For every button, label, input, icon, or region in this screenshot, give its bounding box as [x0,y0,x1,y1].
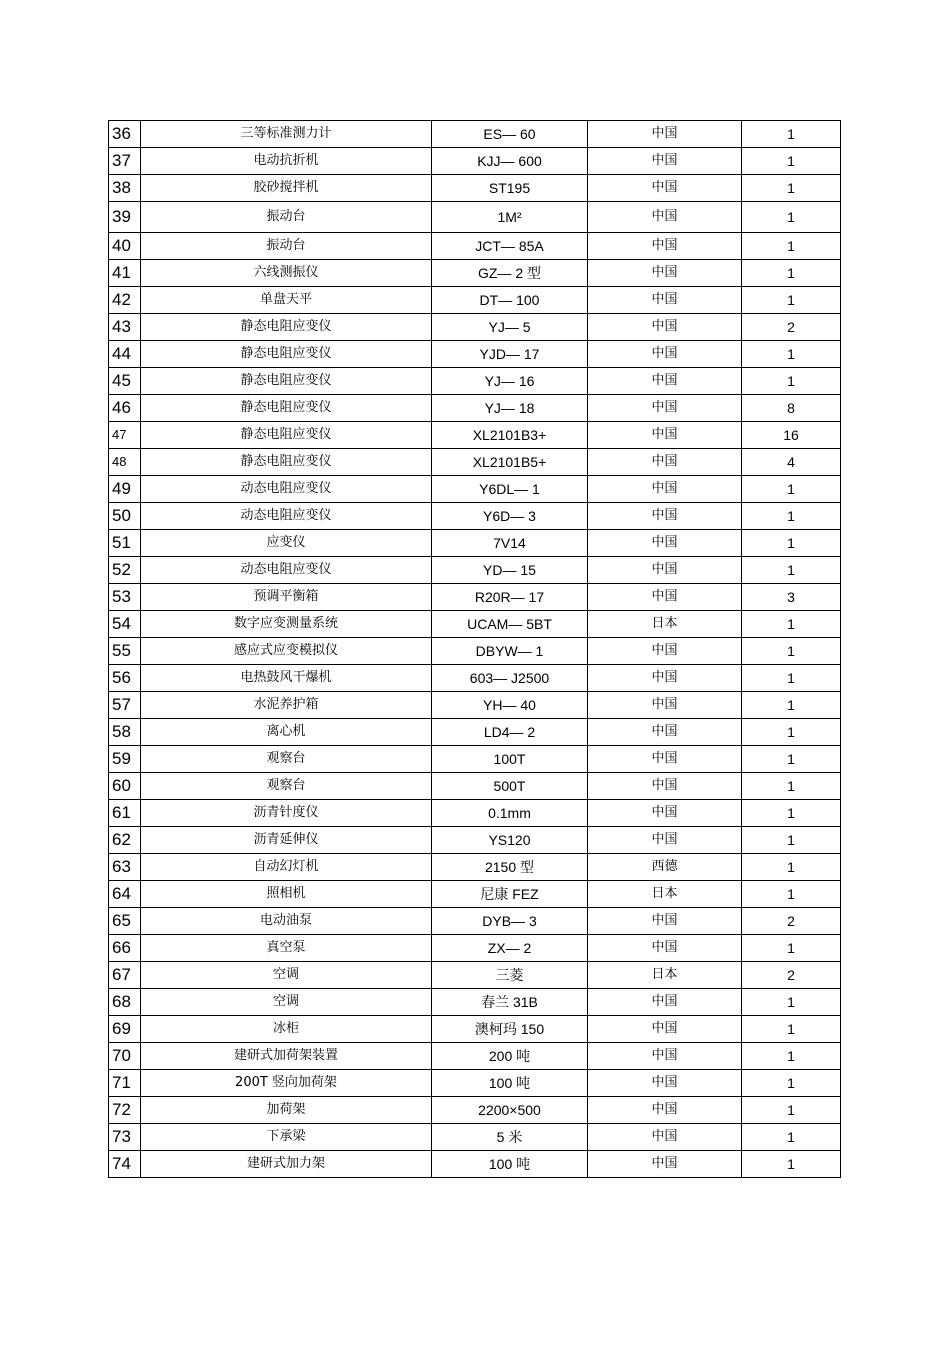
quantity: 1 [742,773,841,800]
quantity: 3 [742,584,841,611]
quantity: 1 [742,692,841,719]
equipment-model: UCAM— 5BT [432,611,588,638]
quantity: 1 [742,800,841,827]
table-row [109,341,841,368]
table-row [109,611,841,638]
quantity: 1 [742,233,841,260]
item-number: 36 [109,121,141,148]
quantity: 1 [742,1151,841,1178]
table-row [109,1016,841,1043]
item-number: 59 [109,746,141,773]
item-number: 47 [109,422,141,449]
item-number: 61 [109,800,141,827]
item-number: 66 [109,935,141,962]
quantity: 1 [742,854,841,881]
item-number: 57 [109,692,141,719]
equipment-model: DBYW— 1 [432,638,588,665]
country-of-origin: 中国 [588,719,742,746]
equipment-name: 胶砂搅拌机 [141,175,432,202]
equipment-model: YH— 40 [432,692,588,719]
table-row [109,121,841,148]
equipment-name: 数字应变测量系统 [141,611,432,638]
item-number: 41 [109,260,141,287]
equipment-name: 感应式应变模拟仪 [141,638,432,665]
quantity: 1 [742,530,841,557]
table-row [109,638,841,665]
equipment-model: 200 吨 [432,1043,588,1070]
item-number: 44 [109,341,141,368]
table-row [109,287,841,314]
equipment-model: GZ— 2 型 [432,260,588,287]
equipment-model: 5 米 [432,1124,588,1151]
item-number: 73 [109,1124,141,1151]
country-of-origin: 中国 [588,233,742,260]
item-number: 62 [109,827,141,854]
quantity: 1 [742,719,841,746]
quantity: 1 [742,827,841,854]
country-of-origin: 中国 [588,908,742,935]
quantity: 1 [742,148,841,175]
equipment-table-body [109,121,841,1178]
table-row [109,233,841,260]
country-of-origin: 中国 [588,800,742,827]
country-of-origin: 中国 [588,449,742,476]
equipment-name: 离心机 [141,719,432,746]
country-of-origin: 中国 [588,1016,742,1043]
item-number: 55 [109,638,141,665]
quantity: 1 [742,368,841,395]
equipment-name: 静态电阻应变仪 [141,314,432,341]
table-row [109,746,841,773]
equipment-name: 沥青延伸仪 [141,827,432,854]
table-row [109,800,841,827]
equipment-model: YS120 [432,827,588,854]
equipment-name: 建研式加荷架装置 [141,1043,432,1070]
item-number: 54 [109,611,141,638]
equipment-model: YJ— 16 [432,368,588,395]
item-number: 42 [109,287,141,314]
equipment-name: 静态电阻应变仪 [141,449,432,476]
equipment-name: 振动台 [141,233,432,260]
equipment-name: 三等标准测力计 [141,121,432,148]
country-of-origin: 中国 [588,1097,742,1124]
quantity: 1 [742,1016,841,1043]
equipment-model: YJ— 18 [432,395,588,422]
equipment-table [108,120,841,1178]
country-of-origin: 中国 [588,287,742,314]
table-row [109,773,841,800]
table-row [109,584,841,611]
equipment-model: ES— 60 [432,121,588,148]
table-row [109,854,841,881]
equipment-model: 603— J2500 [432,665,588,692]
equipment-name: 观察台 [141,773,432,800]
equipment-name: 静态电阻应变仪 [141,422,432,449]
item-number: 40 [109,233,141,260]
equipment-model: ST195 [432,175,588,202]
country-of-origin: 中国 [588,692,742,719]
item-number: 71 [109,1070,141,1097]
quantity: 1 [742,121,841,148]
country-of-origin: 中国 [588,341,742,368]
item-number: 67 [109,962,141,989]
quantity: 1 [742,1124,841,1151]
country-of-origin: 中国 [588,175,742,202]
equipment-name: 单盘天平 [141,287,432,314]
table-row [109,530,841,557]
equipment-name: 加荷架 [141,1097,432,1124]
table-row [109,449,841,476]
item-number: 39 [109,202,141,233]
country-of-origin: 日本 [588,881,742,908]
table-row [109,935,841,962]
equipment-name: 静态电阻应变仪 [141,395,432,422]
equipment-name: 电热鼓风干爆机 [141,665,432,692]
quantity: 1 [742,557,841,584]
equipment-name: 下承梁 [141,1124,432,1151]
table-row [109,368,841,395]
item-number: 56 [109,665,141,692]
item-number: 38 [109,175,141,202]
table-row [109,314,841,341]
table-row [109,1043,841,1070]
table-row [109,1151,841,1178]
equipment-model: 500T [432,773,588,800]
item-number: 69 [109,1016,141,1043]
equipment-model: 0.1mm [432,800,588,827]
item-number: 45 [109,368,141,395]
equipment-name: 振动台 [141,202,432,233]
item-number: 37 [109,148,141,175]
equipment-model: 1M² [432,202,588,233]
country-of-origin: 中国 [588,1043,742,1070]
country-of-origin: 中国 [588,665,742,692]
equipment-name: 沥青针度仪 [141,800,432,827]
item-number: 51 [109,530,141,557]
quantity: 4 [742,449,841,476]
equipment-model: YJ— 5 [432,314,588,341]
item-number: 46 [109,395,141,422]
table-row [109,962,841,989]
equipment-name: 应变仪 [141,530,432,557]
item-number: 64 [109,881,141,908]
equipment-model: ZX— 2 [432,935,588,962]
quantity: 2 [742,314,841,341]
equipment-model: 100 吨 [432,1070,588,1097]
country-of-origin: 中国 [588,557,742,584]
country-of-origin: 中国 [588,584,742,611]
country-of-origin: 中国 [588,314,742,341]
item-number: 74 [109,1151,141,1178]
quantity: 1 [742,935,841,962]
quantity: 1 [742,1043,841,1070]
country-of-origin: 西德 [588,854,742,881]
item-number: 49 [109,476,141,503]
country-of-origin: 中国 [588,202,742,233]
equipment-table-sheet [108,120,840,1178]
country-of-origin: 中国 [588,1070,742,1097]
equipment-model: 100T [432,746,588,773]
table-row [109,665,841,692]
quantity: 1 [742,260,841,287]
quantity: 1 [742,476,841,503]
country-of-origin: 日本 [588,962,742,989]
table-row [109,395,841,422]
quantity: 1 [742,202,841,233]
country-of-origin: 中国 [588,746,742,773]
item-number: 50 [109,503,141,530]
equipment-name: 动态电阻应变仪 [141,503,432,530]
equipment-name: 自动幻灯机 [141,854,432,881]
quantity: 2 [742,908,841,935]
quantity: 1 [742,881,841,908]
equipment-model: 春兰 31B [432,989,588,1016]
table-row [109,908,841,935]
quantity: 2 [742,962,841,989]
country-of-origin: 中国 [588,989,742,1016]
table-row [109,989,841,1016]
quantity: 1 [742,638,841,665]
country-of-origin: 中国 [588,773,742,800]
item-number: 72 [109,1097,141,1124]
quantity: 1 [742,503,841,530]
item-number: 63 [109,854,141,881]
equipment-name: 真空泵 [141,935,432,962]
item-number: 48 [109,449,141,476]
item-number: 58 [109,719,141,746]
item-number: 65 [109,908,141,935]
equipment-model: 2150 型 [432,854,588,881]
equipment-name: 建研式加力架 [141,1151,432,1178]
country-of-origin: 中国 [588,1124,742,1151]
quantity: 16 [742,422,841,449]
equipment-name: 空调 [141,989,432,1016]
country-of-origin: 中国 [588,935,742,962]
item-number: 43 [109,314,141,341]
quantity: 8 [742,395,841,422]
table-row [109,692,841,719]
country-of-origin: 中国 [588,368,742,395]
country-of-origin: 中国 [588,827,742,854]
equipment-model: 澳柯玛 150 [432,1016,588,1043]
equipment-name: 冰柜 [141,1016,432,1043]
table-row [109,422,841,449]
item-number: 53 [109,584,141,611]
equipment-name: 观察台 [141,746,432,773]
item-number: 60 [109,773,141,800]
equipment-model: Y6DL— 1 [432,476,588,503]
equipment-name: 空调 [141,962,432,989]
equipment-model: JCT— 85A [432,233,588,260]
table-row [109,881,841,908]
country-of-origin: 中国 [588,530,742,557]
equipment-model: XL2101B3+ [432,422,588,449]
table-row [109,202,841,233]
table-row [109,719,841,746]
equipment-model: LD4— 2 [432,719,588,746]
country-of-origin: 中国 [588,503,742,530]
country-of-origin: 日本 [588,611,742,638]
equipment-model: YJD— 17 [432,341,588,368]
item-number: 68 [109,989,141,1016]
equipment-model: KJJ— 600 [432,148,588,175]
country-of-origin: 中国 [588,476,742,503]
equipment-model: XL2101B5+ [432,449,588,476]
table-row [109,476,841,503]
item-number: 70 [109,1043,141,1070]
equipment-model: 7V14 [432,530,588,557]
quantity: 1 [742,1097,841,1124]
country-of-origin: 中国 [588,395,742,422]
equipment-model: YD— 15 [432,557,588,584]
equipment-name: 六线测振仪 [141,260,432,287]
equipment-name: 预调平衡箱 [141,584,432,611]
table-row [109,175,841,202]
equipment-name: 照相机 [141,881,432,908]
quantity: 1 [742,611,841,638]
equipment-model: DT— 100 [432,287,588,314]
equipment-model: 100 吨 [432,1151,588,1178]
equipment-name: 电动抗折机 [141,148,432,175]
quantity: 1 [742,175,841,202]
quantity: 1 [742,1070,841,1097]
country-of-origin: 中国 [588,638,742,665]
table-row [109,148,841,175]
country-of-origin: 中国 [588,260,742,287]
quantity: 1 [742,341,841,368]
equipment-name: 静态电阻应变仪 [141,368,432,395]
equipment-model: 尼康 FEZ [432,881,588,908]
equipment-model: 三菱 [432,962,588,989]
quantity: 1 [742,746,841,773]
item-number: 52 [109,557,141,584]
table-row [109,260,841,287]
quantity: 1 [742,287,841,314]
quantity: 1 [742,989,841,1016]
equipment-name: 动态电阻应变仪 [141,557,432,584]
equipment-name: 200T 竖向加荷架 [141,1070,432,1097]
table-row [109,503,841,530]
equipment-name: 静态电阻应变仪 [141,341,432,368]
equipment-name: 动态电阻应变仪 [141,476,432,503]
country-of-origin: 中国 [588,121,742,148]
table-row [109,1070,841,1097]
equipment-model: 2200×500 [432,1097,588,1124]
quantity: 1 [742,665,841,692]
country-of-origin: 中国 [588,148,742,175]
table-row [109,1097,841,1124]
country-of-origin: 中国 [588,422,742,449]
table-row [109,557,841,584]
equipment-name: 电动油泵 [141,908,432,935]
country-of-origin: 中国 [588,1151,742,1178]
equipment-name: 水泥养护箱 [141,692,432,719]
equipment-model: DYB— 3 [432,908,588,935]
equipment-model: R20R— 17 [432,584,588,611]
equipment-model: Y6D— 3 [432,503,588,530]
table-row [109,827,841,854]
table-row [109,1124,841,1151]
